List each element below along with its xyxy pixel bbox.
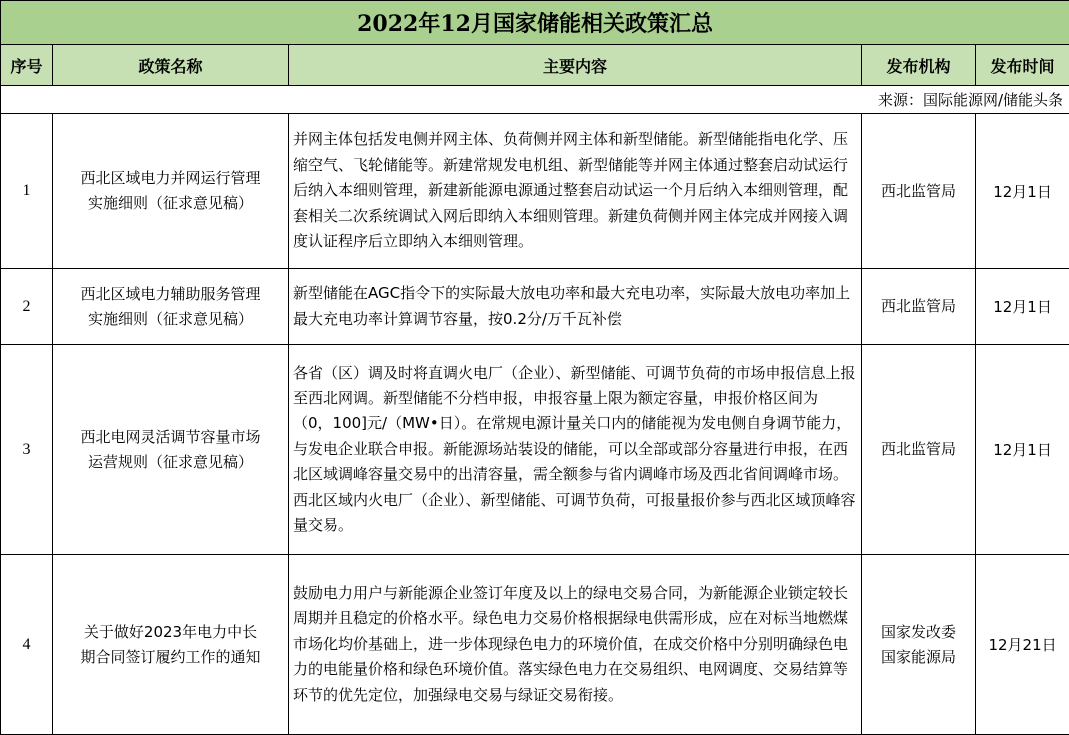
row-index: 3 xyxy=(1,345,53,555)
title-row xyxy=(1,1,1069,45)
policy-name: 西北区域电力并网运行管理 实施细则（征求意见稿） xyxy=(53,114,289,269)
header-date: 发布时间 xyxy=(976,45,1069,86)
release-date: 12月21日 xyxy=(976,555,1069,735)
policy-content: 鼓励电力用户与新能源企业签订年度及以上的绿电交易合同，为新能源企业锁定较长周期并且稳定的价格水平。绿色电力交易价格根据绿电供需形成，应在对标当地燃煤市场化均价基础上，进一步体现绿色电力的环境价值，在成交价格中分别明确绿色电力的电能量价格和绿色环境价值。落实绿色电力在交易组织、电网调度、交易结算等环节的优先定位，加强绿电交易与绿证交易衔接。 xyxy=(289,555,862,735)
table-row xyxy=(1,555,1069,735)
policy-name: 西北电网灵活调节容量市场 运营规则（征求意见稿） xyxy=(53,345,289,555)
policy-name: 西北区域电力辅助服务管理 实施细则（征求意见稿） xyxy=(53,269,289,345)
row-index: 4 xyxy=(1,555,53,735)
issuing-org: 西北监管局 xyxy=(862,269,976,345)
table-row xyxy=(1,114,1069,269)
table-title: 2022年12月国家储能相关政策汇总 xyxy=(1,1,1069,45)
policy-name: 关于做好2023年电力中长 期合同签订履约工作的通知 xyxy=(53,555,289,735)
table-row xyxy=(1,345,1069,555)
release-date: 12月1日 xyxy=(976,345,1069,555)
source-row xyxy=(1,86,1069,114)
issuing-org: 西北监管局 xyxy=(862,345,976,555)
policy-content: 并网主体包括发电侧并网主体、负荷侧并网主体和新型储能。新型储能指电化学、压缩空气、飞轮储能等。新建常规发电机组、新型储能等并网主体通过整套启动试运行后纳入本细则管理，新建新能源电源通过整套启动试运一个月后纳入本细则管理，配套相关二次系统调试入网后即纳入本细则管理。新建负荷侧并网主体完成并网接入调度认证程序后立即纳入本细则管理。 xyxy=(289,114,862,269)
header-name: 政策名称 xyxy=(53,45,289,86)
header-index: 序号 xyxy=(1,45,53,86)
header-org: 发布机构 xyxy=(862,45,976,86)
header-content: 主要内容 xyxy=(289,45,862,86)
issuing-org: 西北监管局 xyxy=(862,114,976,269)
header-row xyxy=(1,45,1069,86)
release-date: 12月1日 xyxy=(976,269,1069,345)
row-index: 2 xyxy=(1,269,53,345)
row-index: 1 xyxy=(1,114,53,269)
source-note: 来源：国际能源网/储能头条 xyxy=(1,86,1069,114)
release-date: 12月1日 xyxy=(976,114,1069,269)
table-row xyxy=(1,269,1069,345)
policy-content: 各省（区）调及时将直调火电厂（企业）、新型储能、可调节负荷的市场申报信息上报至西北网调。新型储能不分档申报，申报容量上限为额定容量，申报价格区间为（0，100]元/（MW•日）。在常规电源计量关口内的储能视为发电侧自身调节能力，与发电企业联合申报。新能源场站装设的储能，可以全部或部分容量进行申报，在西北区域调峰容量交易中的出清容量，需全额参与省内调峰市场及西北省间调峰市场。西北区域内火电厂（企业）、新型储能、可调节负荷，可报量报价参与西北区域顶峰容量交易。 xyxy=(289,345,862,555)
policy-content: 新型储能在AGC指令下的实际最大放电功率和最大充电功率，实际最大放电功率加上最大充电功率计算调节容量，按0.2分/万千瓦补偿 xyxy=(289,269,862,345)
issuing-org: 国家发改委 国家能源局 xyxy=(862,555,976,735)
